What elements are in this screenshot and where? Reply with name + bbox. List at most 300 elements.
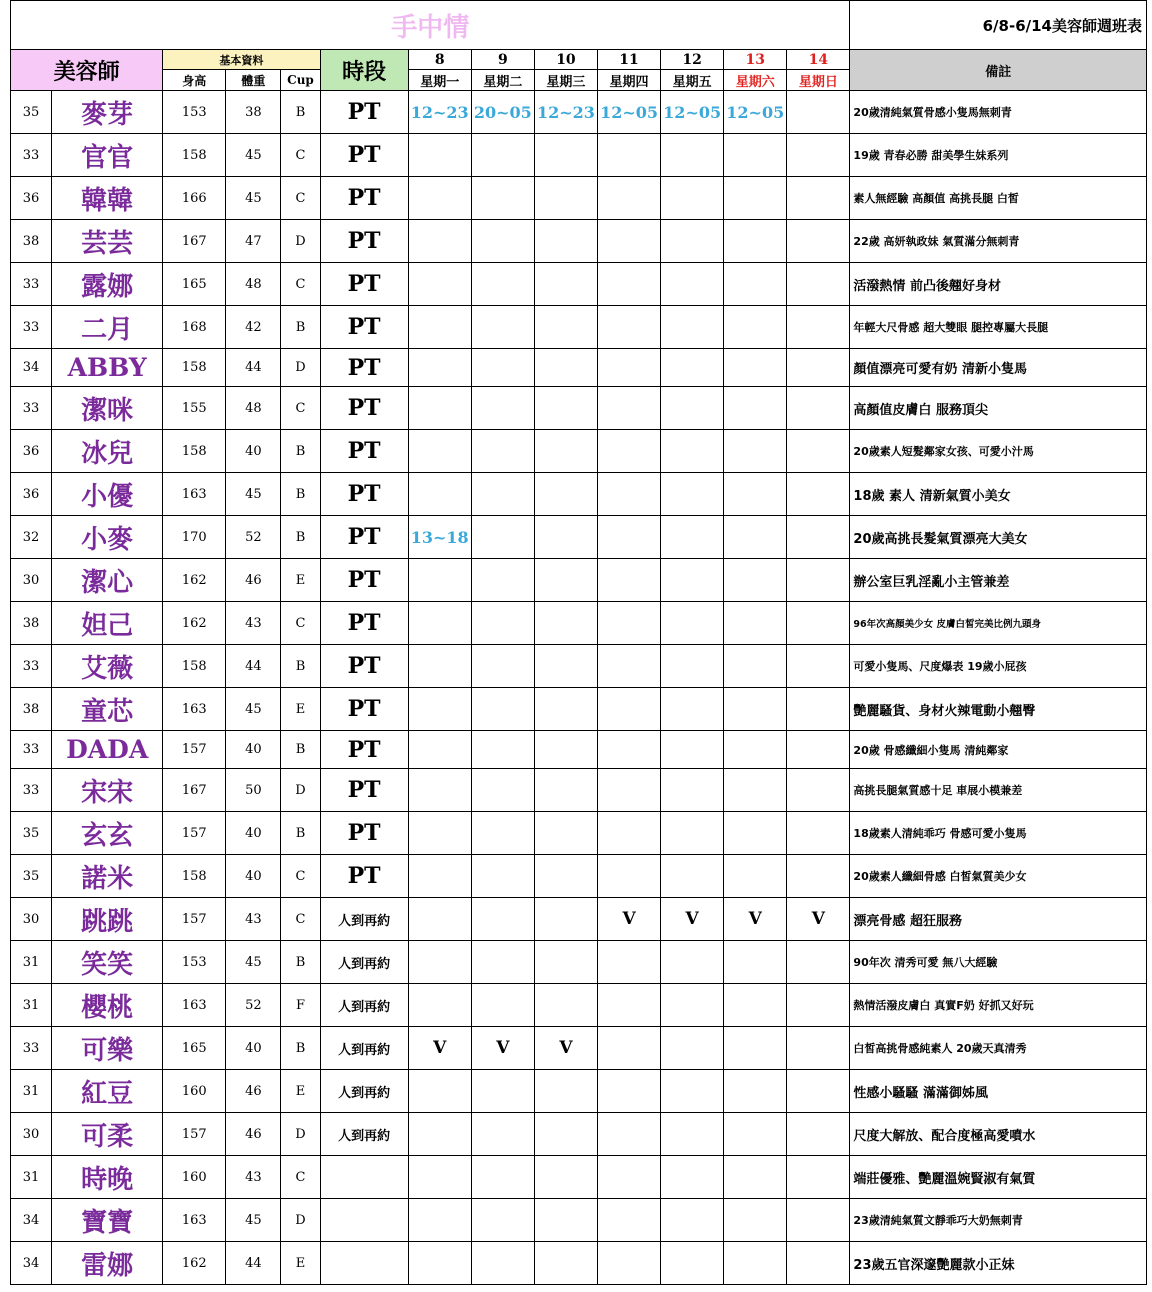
- day-cell: [724, 1027, 787, 1070]
- brand-title: 手中情: [11, 1, 850, 50]
- day-cell: [597, 645, 660, 688]
- height-cell: 167: [163, 769, 226, 812]
- age-cell: 38: [11, 220, 52, 263]
- stylist-name: 芸芸: [52, 220, 163, 263]
- note-cell: 23歲清純氣質文靜乖巧大奶無刺青: [850, 1199, 1147, 1242]
- day-cell: [471, 812, 534, 855]
- weight-cell: 46: [226, 1113, 281, 1156]
- height-cell: 162: [163, 559, 226, 602]
- slot-cell: PT: [320, 688, 408, 731]
- weight-cell: 46: [226, 559, 281, 602]
- day-cell: [661, 731, 724, 769]
- day-cell: [408, 688, 471, 731]
- day-cell: [787, 855, 850, 898]
- day-cell: [724, 602, 787, 645]
- cup-cell: C: [281, 855, 320, 898]
- cup-cell: C: [281, 134, 320, 177]
- height-cell: 158: [163, 349, 226, 387]
- day-cell: [724, 1242, 787, 1285]
- slot-cell: PT: [320, 306, 408, 349]
- age-cell: 35: [11, 855, 52, 898]
- cup-cell: B: [281, 1027, 320, 1070]
- day-cell: [597, 387, 660, 430]
- weight-cell: 44: [226, 1242, 281, 1285]
- stylist-name: 童芯: [52, 688, 163, 731]
- slot-cell: PT: [320, 769, 408, 812]
- age-cell: 30: [11, 559, 52, 602]
- day-cell: [471, 645, 534, 688]
- height-cell: 163: [163, 473, 226, 516]
- cup-cell: C: [281, 387, 320, 430]
- day-cell: [408, 1242, 471, 1285]
- age-cell: 34: [11, 349, 52, 387]
- age-cell: 36: [11, 177, 52, 220]
- cup-cell: D: [281, 1113, 320, 1156]
- table-row: [11, 769, 1147, 812]
- note-cell: 20歲高挑長髮氣質漂亮大美女: [850, 516, 1147, 559]
- height-cell: 162: [163, 602, 226, 645]
- day-cell: [787, 1242, 850, 1285]
- day-cell: [408, 559, 471, 602]
- day-cell: [787, 941, 850, 984]
- stylist-name: 宋宋: [52, 769, 163, 812]
- cup-cell: E: [281, 1242, 320, 1285]
- weight-cell: 46: [226, 1070, 281, 1113]
- stylist-name: 諾米: [52, 855, 163, 898]
- age-cell: 31: [11, 941, 52, 984]
- weight-cell: 40: [226, 812, 281, 855]
- day-cell: [597, 941, 660, 984]
- stylist-name: DADA: [52, 731, 163, 769]
- day-cell: [787, 91, 850, 134]
- table-row: [11, 1113, 1147, 1156]
- day-cell: [471, 855, 534, 898]
- weekly-schedule-table: [10, 0, 1147, 1285]
- age-cell: 33: [11, 134, 52, 177]
- day-cell: [597, 1156, 660, 1199]
- day-cell: [597, 1027, 660, 1070]
- day-cell: [597, 220, 660, 263]
- day-cell: [661, 306, 724, 349]
- day-cell: [661, 473, 724, 516]
- slot-cell: 人到再約: [320, 1070, 408, 1113]
- day-cell: [597, 731, 660, 769]
- day-cell: [408, 984, 471, 1027]
- day-cell: [408, 349, 471, 387]
- date-header: 9: [471, 50, 534, 70]
- day-cell: [724, 387, 787, 430]
- day-cell: [408, 731, 471, 769]
- age-cell: 34: [11, 1242, 52, 1285]
- day-cell: 20~05: [471, 91, 534, 134]
- weight-cell: 40: [226, 1027, 281, 1070]
- height-cell: 158: [163, 430, 226, 473]
- note-cell: 漂亮骨感 超狂服務: [850, 898, 1147, 941]
- day-cell: 12~23: [408, 91, 471, 134]
- day-cell: [471, 306, 534, 349]
- weight-cell: 42: [226, 306, 281, 349]
- age-cell: 33: [11, 731, 52, 769]
- day-cell: [787, 430, 850, 473]
- day-cell: [597, 263, 660, 306]
- slot-cell: PT: [320, 91, 408, 134]
- day-cell: V: [471, 1027, 534, 1070]
- height-cell: 153: [163, 941, 226, 984]
- day-cell: [408, 898, 471, 941]
- cup-cell: B: [281, 473, 320, 516]
- slot-cell: 人到再約: [320, 984, 408, 1027]
- day-cell: [534, 349, 597, 387]
- day-cell: [534, 1113, 597, 1156]
- height-cell: 165: [163, 1027, 226, 1070]
- day-cell: [534, 473, 597, 516]
- day-cell: [408, 645, 471, 688]
- weekday-header: 星期五: [661, 70, 724, 91]
- day-cell: [787, 1070, 850, 1113]
- stylist-name: 笑笑: [52, 941, 163, 984]
- day-cell: [724, 645, 787, 688]
- day-cell: [408, 220, 471, 263]
- cup-cell: E: [281, 559, 320, 602]
- basic-info-header: 基本資料: [163, 50, 320, 70]
- cup-cell: B: [281, 430, 320, 473]
- stylist-name: 時晚: [52, 1156, 163, 1199]
- slot-cell: 人到再約: [320, 1027, 408, 1070]
- slot-cell: PT: [320, 134, 408, 177]
- day-cell: [787, 1027, 850, 1070]
- age-cell: 33: [11, 306, 52, 349]
- day-cell: [408, 430, 471, 473]
- day-cell: [724, 731, 787, 769]
- weight-cell: 50: [226, 769, 281, 812]
- day-cell: [534, 263, 597, 306]
- day-cell: [408, 1199, 471, 1242]
- day-cell: [534, 1070, 597, 1113]
- day-cell: [408, 134, 471, 177]
- weight-cell: 52: [226, 516, 281, 559]
- day-cell: [534, 430, 597, 473]
- day-cell: [471, 473, 534, 516]
- day-cell: [471, 1156, 534, 1199]
- day-cell: [534, 1156, 597, 1199]
- day-cell: [661, 688, 724, 731]
- day-cell: V: [408, 1027, 471, 1070]
- slot-cell: 人到再約: [320, 941, 408, 984]
- day-cell: [471, 516, 534, 559]
- note-cell: 白皙高挑骨感純素人 20歲天真清秀: [850, 1027, 1147, 1070]
- age-cell: 38: [11, 688, 52, 731]
- slot-cell: PT: [320, 263, 408, 306]
- day-cell: [787, 769, 850, 812]
- day-cell: [597, 812, 660, 855]
- day-cell: [408, 1156, 471, 1199]
- note-cell: 艷麗騷貨、身材火辣電動小翹臀: [850, 688, 1147, 731]
- slot-cell: [320, 1242, 408, 1285]
- note-cell: 20歲素人短髮鄰家女孩、可愛小汁馬: [850, 430, 1147, 473]
- age-cell: 30: [11, 898, 52, 941]
- table-row: [11, 855, 1147, 898]
- table-row: [11, 349, 1147, 387]
- cup-cell: B: [281, 941, 320, 984]
- day-cell: [408, 473, 471, 516]
- slot-cell: PT: [320, 387, 408, 430]
- note-cell: 20歲清純氣質骨感小隻馬無刺青: [850, 91, 1147, 134]
- day-cell: [724, 516, 787, 559]
- slot-cell: 人到再約: [320, 1113, 408, 1156]
- stylist-name: 可樂: [52, 1027, 163, 1070]
- day-cell: [787, 220, 850, 263]
- stylist-name: 可柔: [52, 1113, 163, 1156]
- stylist-name: 跳跳: [52, 898, 163, 941]
- day-cell: [661, 1242, 724, 1285]
- day-cell: [534, 898, 597, 941]
- weight-cell: 47: [226, 220, 281, 263]
- table-row: [11, 430, 1147, 473]
- date-header: 12: [661, 50, 724, 70]
- age-cell: 35: [11, 812, 52, 855]
- day-cell: [787, 473, 850, 516]
- day-cell: [787, 645, 850, 688]
- day-cell: [471, 134, 534, 177]
- age-cell: 36: [11, 430, 52, 473]
- day-cell: [597, 688, 660, 731]
- day-cell: [787, 516, 850, 559]
- age-cell: 33: [11, 769, 52, 812]
- cup-cell: E: [281, 1070, 320, 1113]
- day-cell: [534, 855, 597, 898]
- weight-cell: 48: [226, 387, 281, 430]
- day-cell: [724, 1113, 787, 1156]
- weight-cell: 40: [226, 430, 281, 473]
- day-cell: [408, 263, 471, 306]
- note-cell: 18歲素人清純乖巧 骨感可愛小隻馬: [850, 812, 1147, 855]
- height-cell: 157: [163, 898, 226, 941]
- weight-cell: 40: [226, 731, 281, 769]
- cup-cell: B: [281, 516, 320, 559]
- note-cell: 顏值漂亮可愛有奶 清新小隻馬: [850, 349, 1147, 387]
- day-cell: [724, 984, 787, 1027]
- age-cell: 33: [11, 1027, 52, 1070]
- day-cell: [471, 220, 534, 263]
- slot-cell: PT: [320, 602, 408, 645]
- day-cell: [534, 387, 597, 430]
- day-cell: [787, 263, 850, 306]
- day-cell: [661, 349, 724, 387]
- table-row: [11, 898, 1147, 941]
- day-cell: [471, 688, 534, 731]
- note-cell: 尺度大解放、配合度極高愛噴水: [850, 1113, 1147, 1156]
- table-row: [11, 645, 1147, 688]
- day-cell: [787, 688, 850, 731]
- day-cell: [597, 516, 660, 559]
- cup-cell: E: [281, 688, 320, 731]
- slot-cell: PT: [320, 177, 408, 220]
- day-cell: [597, 1070, 660, 1113]
- day-cell: [661, 263, 724, 306]
- day-cell: [787, 349, 850, 387]
- day-cell: [408, 306, 471, 349]
- day-cell: [661, 645, 724, 688]
- cup-cell: D: [281, 349, 320, 387]
- day-cell: [661, 984, 724, 1027]
- note-header: 備註: [850, 50, 1147, 91]
- day-cell: [597, 134, 660, 177]
- age-cell: 32: [11, 516, 52, 559]
- weight-cell: 38: [226, 91, 281, 134]
- note-cell: 18歲 素人 清新氣質小美女: [850, 473, 1147, 516]
- weekday-header: 星期三: [534, 70, 597, 91]
- day-cell: [661, 855, 724, 898]
- weight-cell: 44: [226, 645, 281, 688]
- weight-cell: 43: [226, 898, 281, 941]
- height-cell: 163: [163, 984, 226, 1027]
- day-cell: [661, 1027, 724, 1070]
- stylist-name: 冰兒: [52, 430, 163, 473]
- slot-cell: PT: [320, 349, 408, 387]
- day-cell: [534, 769, 597, 812]
- day-cell: [408, 855, 471, 898]
- day-cell: V: [787, 898, 850, 941]
- day-cell: [471, 1199, 534, 1242]
- day-cell: [661, 769, 724, 812]
- weight-cell: 52: [226, 984, 281, 1027]
- day-cell: [471, 984, 534, 1027]
- day-cell: [471, 559, 534, 602]
- day-cell: [534, 177, 597, 220]
- cup-cell: B: [281, 731, 320, 769]
- day-cell: [471, 602, 534, 645]
- day-cell: V: [661, 898, 724, 941]
- note-cell: 活潑熱情 前凸後翹好身材: [850, 263, 1147, 306]
- cup-header: Cup: [281, 70, 320, 91]
- day-cell: [661, 430, 724, 473]
- date-header: 11: [597, 50, 660, 70]
- table-row: [11, 1199, 1147, 1242]
- weight-cell: 44: [226, 349, 281, 387]
- note-cell: 20歲 骨感纖細小隻馬 清純鄰家: [850, 731, 1147, 769]
- day-cell: [787, 1113, 850, 1156]
- day-cell: [724, 220, 787, 263]
- day-cell: [724, 812, 787, 855]
- day-cell: [471, 387, 534, 430]
- week-title: 6/8-6/14美容師週班表: [850, 1, 1147, 50]
- day-cell: [597, 1242, 660, 1285]
- day-cell: [471, 263, 534, 306]
- day-cell: [471, 941, 534, 984]
- slot-cell: PT: [320, 516, 408, 559]
- slot-cell: 人到再約: [320, 898, 408, 941]
- height-cell: 168: [163, 306, 226, 349]
- note-cell: 20歲素人纖細骨感 白皙氣質美少女: [850, 855, 1147, 898]
- day-cell: [408, 387, 471, 430]
- height-cell: 157: [163, 1113, 226, 1156]
- day-cell: [534, 602, 597, 645]
- day-cell: [724, 473, 787, 516]
- cup-cell: B: [281, 306, 320, 349]
- day-cell: [724, 1070, 787, 1113]
- slot-cell: PT: [320, 855, 408, 898]
- table-row: [11, 306, 1147, 349]
- day-cell: 12~05: [661, 91, 724, 134]
- table-row: [11, 984, 1147, 1027]
- stylist-name: 潔心: [52, 559, 163, 602]
- note-cell: 19歲 青春必勝 甜美學生妹系列: [850, 134, 1147, 177]
- table-row: [11, 559, 1147, 602]
- table-row: [11, 177, 1147, 220]
- day-cell: [724, 134, 787, 177]
- table-row: [11, 688, 1147, 731]
- height-cell: 165: [163, 263, 226, 306]
- stylist-name: 潔咪: [52, 387, 163, 430]
- table-row: [11, 91, 1147, 134]
- day-cell: [724, 1199, 787, 1242]
- note-cell: 辦公室巨乳淫亂小主管兼差: [850, 559, 1147, 602]
- table-row: [11, 1070, 1147, 1113]
- table-row: [11, 1027, 1147, 1070]
- day-cell: 12~05: [724, 91, 787, 134]
- stylist-name: ABBY: [52, 349, 163, 387]
- day-cell: [471, 898, 534, 941]
- day-cell: [661, 516, 724, 559]
- day-cell: [597, 984, 660, 1027]
- day-cell: [408, 812, 471, 855]
- note-cell: 高挑長腿氣質感十足 車展小模兼差: [850, 769, 1147, 812]
- day-cell: 12~23: [534, 91, 597, 134]
- note-cell: 90年次 清秀可愛 無八大經驗: [850, 941, 1147, 984]
- day-cell: [471, 1113, 534, 1156]
- day-cell: [471, 769, 534, 812]
- day-cell: [471, 430, 534, 473]
- stylist-name: 艾薇: [52, 645, 163, 688]
- day-cell: [661, 220, 724, 263]
- note-cell: 96年次高顏美少女 皮膚白皙完美比例九頭身: [850, 602, 1147, 645]
- day-cell: [534, 645, 597, 688]
- day-cell: [408, 602, 471, 645]
- slot-cell: PT: [320, 473, 408, 516]
- weekday-header: 星期六: [724, 70, 787, 91]
- weekday-header: 星期四: [597, 70, 660, 91]
- note-cell: 22歲 高妍執政妹 氣質滿分無刺青: [850, 220, 1147, 263]
- day-cell: [597, 1199, 660, 1242]
- cup-cell: D: [281, 769, 320, 812]
- stylist-name: 二月: [52, 306, 163, 349]
- age-cell: 31: [11, 1070, 52, 1113]
- cup-cell: C: [281, 602, 320, 645]
- day-cell: [724, 306, 787, 349]
- table-row: [11, 473, 1147, 516]
- weight-cell: 45: [226, 688, 281, 731]
- stylist-name: 櫻桃: [52, 984, 163, 1027]
- day-cell: [661, 1156, 724, 1199]
- slot-cell: [320, 1156, 408, 1199]
- cup-cell: B: [281, 812, 320, 855]
- day-cell: [724, 430, 787, 473]
- table-row: [11, 1242, 1147, 1285]
- stylist-name: 玄玄: [52, 812, 163, 855]
- day-cell: [408, 769, 471, 812]
- note-cell: 性感小騷騷 滿滿御姊風: [850, 1070, 1147, 1113]
- day-cell: [534, 688, 597, 731]
- cup-cell: C: [281, 263, 320, 306]
- day-cell: 13~18: [408, 516, 471, 559]
- height-header: 身高: [163, 70, 226, 91]
- cup-cell: C: [281, 898, 320, 941]
- note-cell: 高顏值皮膚白 服務頂尖: [850, 387, 1147, 430]
- weight-cell: 45: [226, 473, 281, 516]
- date-header: 10: [534, 50, 597, 70]
- stylist-name: 小麥: [52, 516, 163, 559]
- note-cell: 年輕大尺骨感 超大雙眼 腿控專屬大長腿: [850, 306, 1147, 349]
